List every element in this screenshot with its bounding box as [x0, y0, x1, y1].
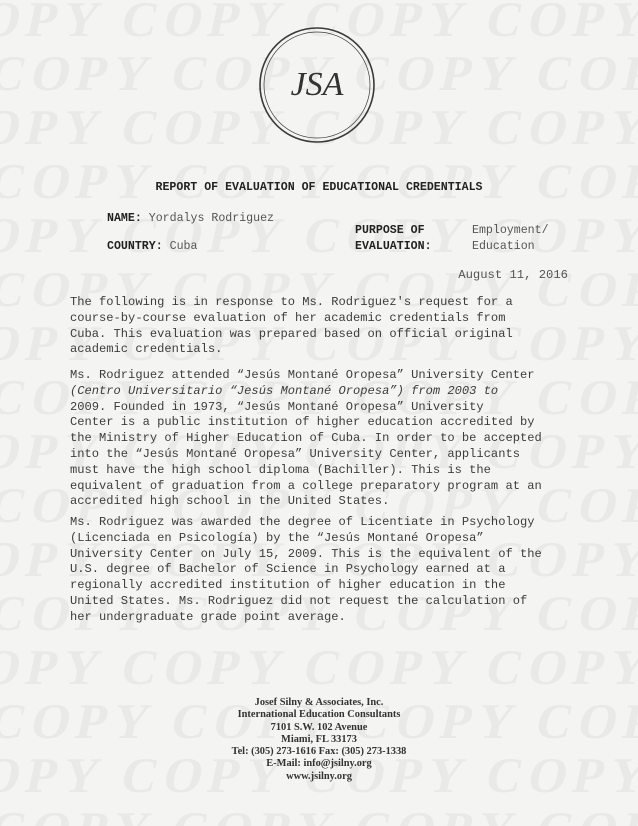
text-line: U.S. degree of Bachelor of Science in Psychology earned at a	[70, 562, 506, 577]
purpose-label-line-2: EVALUATION:	[355, 240, 432, 253]
country-field	[107, 240, 197, 253]
logo-monogram: JSA	[290, 66, 344, 103]
text-line: Cuba. This evaluation was prepared based on official original	[70, 326, 513, 341]
report-title: REPORT OF EVALUATION OF EDUCATIONAL CREDENTIALS	[155, 181, 483, 194]
text-line: her undergraduate grade point average.	[70, 609, 346, 624]
purpose-value-line-2: Education	[472, 240, 535, 253]
company-city: Miami, FL 33173	[281, 733, 357, 745]
company-email: E-Mail: info@jsilny.org	[266, 758, 372, 770]
company-tagline: International Education Consultants	[237, 709, 401, 721]
country-label: COUNTRY:	[107, 240, 163, 253]
text-line: equivalent of graduation from a college preparatory program at an	[70, 478, 542, 493]
text-line: academic credentials.	[70, 342, 223, 357]
paragraph-attendance	[70, 368, 600, 510]
text-line: course-by-course evaluation of her academic credentials from	[70, 310, 506, 325]
text-line: regionally accredited institution of higher education in the	[70, 578, 506, 593]
text-line: The following is in response to Ms. Rodriguez's request for a	[70, 295, 513, 309]
text-line: must have the high school diploma (Bachiller). This is the	[70, 462, 491, 477]
text-line: into the “Jesús Montané Oropesa” University Center, applicants	[70, 446, 520, 461]
report-date: August 11, 2016	[458, 268, 568, 282]
company-website: www.jsilny.org	[286, 770, 352, 782]
name-field	[107, 212, 274, 225]
text-line: accredited high school in the United States.	[70, 494, 390, 509]
text-line: 2009. Founded in 1973, “Jesús Montané Oropesa” University	[70, 399, 484, 414]
name-label: NAME:	[107, 212, 142, 225]
purpose-value-line-1: Employment/	[472, 224, 549, 237]
purpose-label-line-1: PURPOSE OF	[355, 224, 425, 237]
company-footer	[0, 697, 638, 783]
company-name: Josef Silny & Associates, Inc.	[254, 697, 384, 708]
text-line: (Centro Universitario “Jesús Montané Oropesa”) from 2003 to	[70, 383, 499, 398]
text-line: (Licenciada en Psicología) by the “Jesús Montané Oropesa”	[70, 530, 484, 545]
country-value: Cuba	[169, 240, 198, 253]
text-line: Center is a public institution of higher education accredited by	[70, 415, 535, 430]
text-line: University Center on July 15, 2009. This is the equivalent of the	[70, 546, 542, 561]
text-line: the Ministry of Higher Education of Cuba. In order to be accepted	[70, 431, 542, 446]
name-value: Yordalys Rodriguez	[148, 212, 274, 225]
company-street: 7101 S.W. 102 Avenue	[270, 721, 368, 733]
text-line: United States. Ms. Rodriguez did not request the calculation of	[70, 593, 528, 608]
text-line: Ms. Rodriguez attended “Jesús Montané Oropesa” University Center	[70, 368, 535, 382]
company-phone-fax: Tel: (305) 273-1616 Fax: (305) 273-1338	[231, 746, 407, 758]
paragraph-request	[70, 295, 600, 358]
text-line: Ms. Rodriguez was awarded the degree of Licentiate in Psychology	[70, 515, 535, 529]
paragraph-degree	[70, 515, 600, 626]
